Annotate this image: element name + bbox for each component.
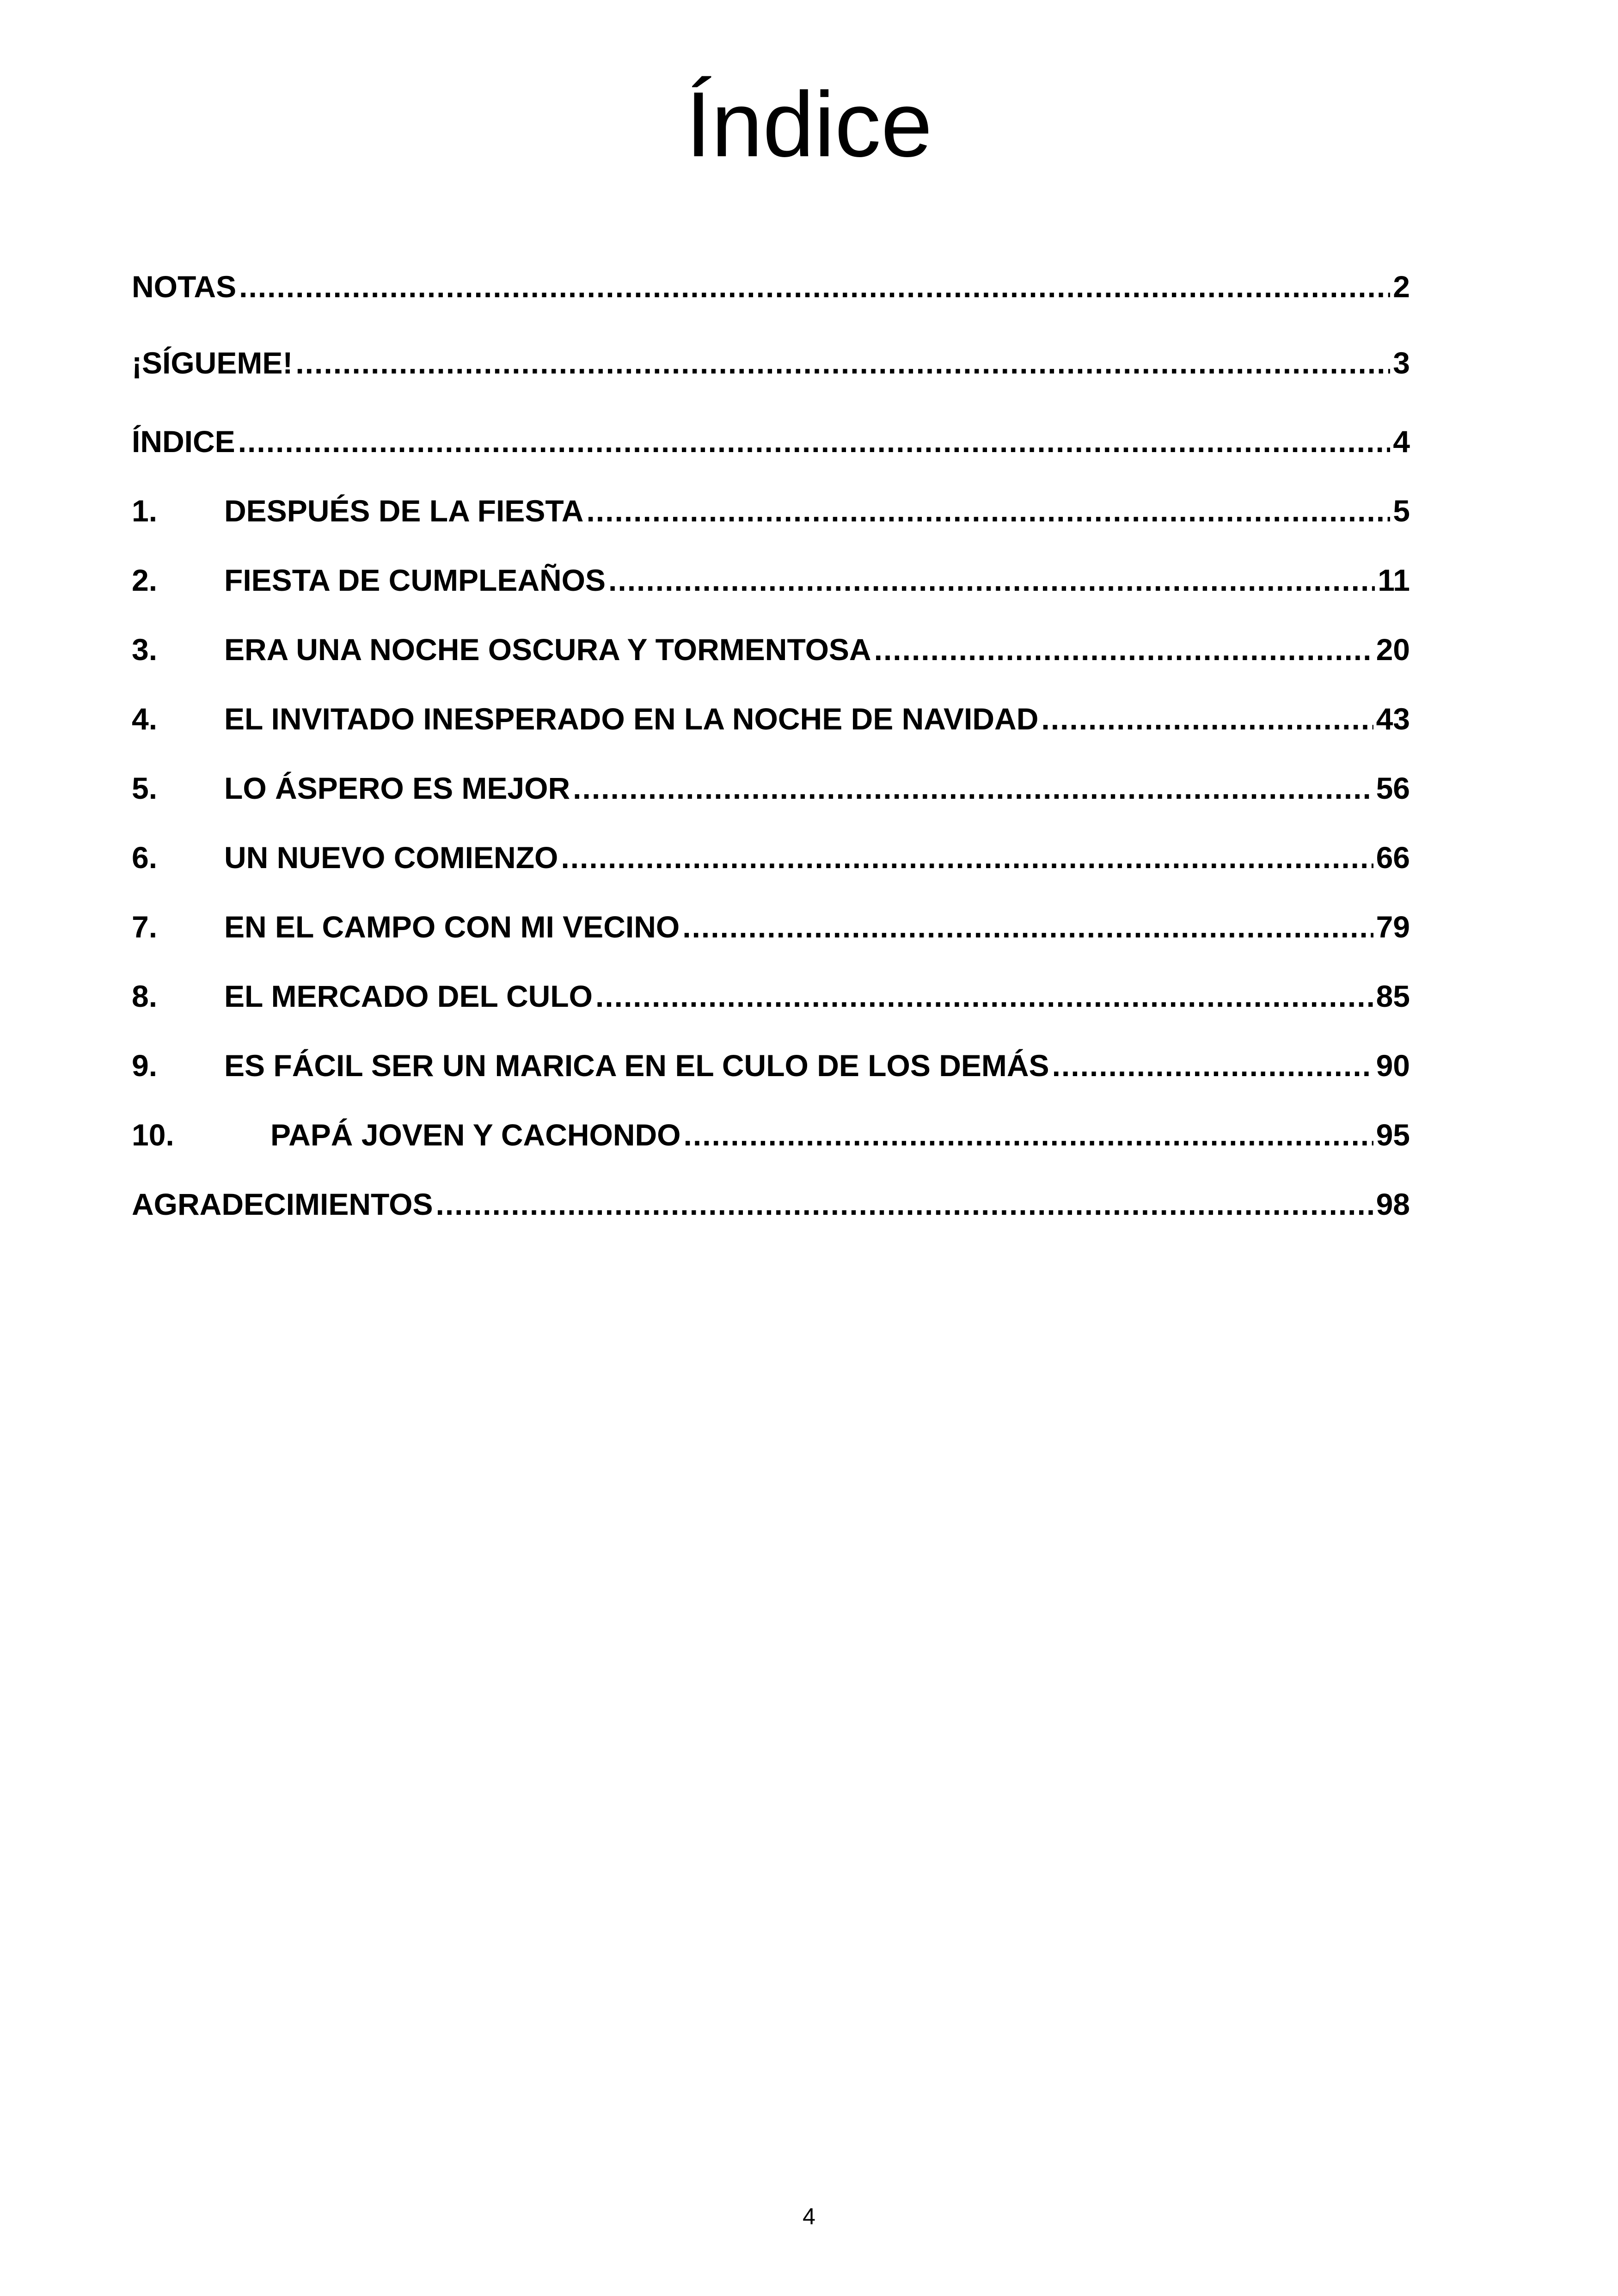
- toc-entry-page: 95: [1376, 1118, 1410, 1152]
- toc-entry-number: 7.: [132, 910, 158, 944]
- toc-entry-number: 8.: [132, 979, 158, 1013]
- toc-entry-label: ERA UNA NOCHE OSCURA Y TORMENTOSA: [224, 632, 871, 667]
- toc-entry-page: 3: [1393, 346, 1410, 380]
- toc-entry-label: LO ÁSPERO ES MEJOR: [224, 771, 570, 805]
- page-title: Índice: [686, 73, 932, 176]
- toc-entry-page: 85: [1376, 979, 1410, 1013]
- toc-entry-page: 66: [1376, 840, 1410, 875]
- toc-entry-label: EL INVITADO INESPERADO EN LA NOCHE DE NAVIDAD: [224, 702, 1039, 736]
- toc-entry[interactable]: [132, 834, 1410, 881]
- toc-entry[interactable]: [132, 765, 1410, 811]
- toc-entry[interactable]: [132, 1112, 1410, 1158]
- toc-entry-label: UN NUEVO COMIENZO: [224, 840, 558, 875]
- toc-entry-label: FIESTA DE CUMPLEAÑOS: [224, 563, 606, 597]
- toc-entry-page: 79: [1376, 910, 1410, 944]
- toc-dot-leader: [684, 1112, 1373, 1158]
- toc-entry-number: 3.: [132, 632, 158, 667]
- toc-entry-label: DESPUÉS DE LA FIESTA: [224, 494, 584, 528]
- toc-entry[interactable]: [132, 418, 1410, 465]
- toc-entry-label: ÍNDICE: [132, 424, 235, 459]
- toc-entry-number: 10.: [132, 1118, 174, 1152]
- toc-dot-leader: [295, 340, 1390, 386]
- toc-entry-label: PAPÁ JOVEN Y CACHONDO: [270, 1118, 681, 1152]
- toc-dot-leader: [573, 765, 1373, 811]
- toc-entry-page: 90: [1376, 1048, 1410, 1083]
- toc-entry[interactable]: [132, 626, 1410, 673]
- toc-entry-page: 2: [1393, 269, 1410, 304]
- toc-dot-leader: [561, 834, 1373, 881]
- toc-dot-leader: [682, 904, 1373, 950]
- toc-entry[interactable]: [132, 557, 1410, 603]
- toc-dot-leader: [1041, 696, 1373, 742]
- toc-entry[interactable]: [132, 263, 1410, 310]
- toc-entry-number: 4.: [132, 702, 158, 736]
- toc-entry-label: ES FÁCIL SER UN MARICA EN EL CULO DE LOS DEMÁS: [224, 1048, 1049, 1083]
- toc-entry-number: 2.: [132, 563, 158, 597]
- toc-entry-number: 5.: [132, 771, 158, 805]
- toc-dot-leader: [239, 263, 1390, 310]
- toc-entry-page: 4: [1393, 424, 1410, 459]
- toc-dot-leader: [436, 1181, 1373, 1227]
- toc-entry[interactable]: [132, 973, 1410, 1019]
- page-number: 4: [803, 2204, 815, 2229]
- toc-entry[interactable]: [132, 904, 1410, 950]
- toc-entry-label: AGRADECIMIENTOS: [132, 1187, 433, 1221]
- toc-dot-leader: [238, 418, 1391, 465]
- toc-entry-page: 20: [1376, 632, 1410, 667]
- toc-entry[interactable]: [132, 488, 1410, 534]
- toc-entry-label: ¡SÍGUEME!: [132, 346, 293, 380]
- toc-dot-leader: [586, 488, 1390, 534]
- toc-entry-number: 9.: [132, 1048, 158, 1083]
- toc-dot-leader: [595, 973, 1373, 1019]
- toc-entry-page: 5: [1393, 494, 1410, 528]
- toc-dot-leader: [874, 626, 1373, 673]
- toc-entry-page: 56: [1376, 771, 1410, 805]
- toc-entry[interactable]: [132, 340, 1410, 386]
- toc-entry-label: EL MERCADO DEL CULO: [224, 979, 593, 1013]
- toc-entry-label: NOTAS: [132, 269, 237, 304]
- toc-entry[interactable]: [132, 1181, 1410, 1227]
- toc-entry-number: 6.: [132, 840, 158, 875]
- toc-dot-leader: [1052, 1042, 1373, 1089]
- toc-entry-page: 11: [1378, 563, 1410, 597]
- toc-entry-label: EN EL CAMPO CON MI VECINO: [224, 910, 680, 944]
- toc-entry[interactable]: [132, 1042, 1410, 1089]
- toc-entry-page: 43: [1376, 702, 1410, 736]
- toc-entry-number: 1.: [132, 494, 158, 528]
- toc-dot-leader: [608, 557, 1375, 603]
- toc-entry-page: 98: [1376, 1187, 1410, 1221]
- toc-entry[interactable]: [132, 696, 1410, 742]
